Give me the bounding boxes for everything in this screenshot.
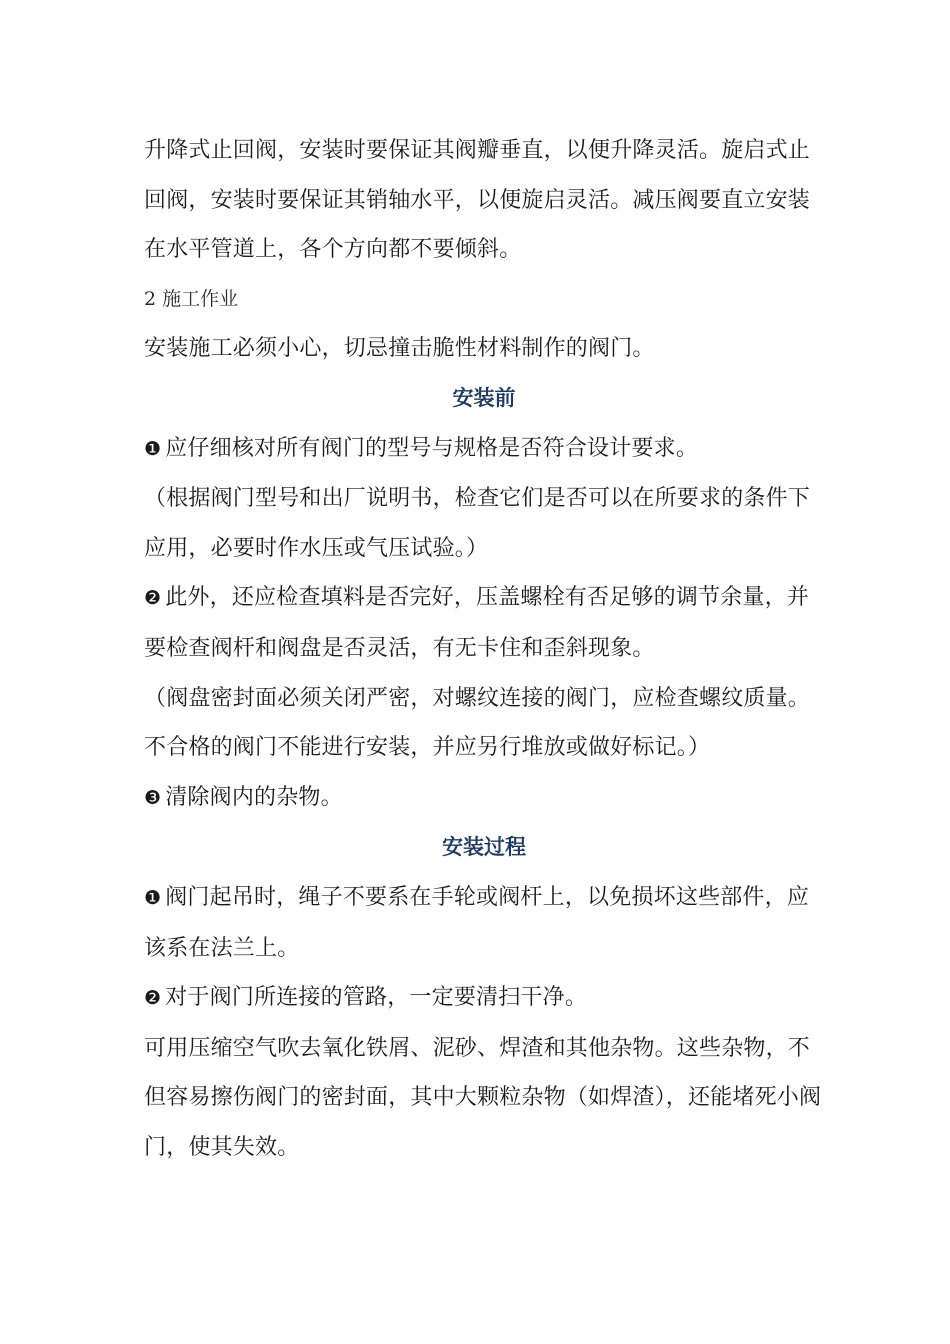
before-item-2-note: （阀盘密封面必须关闭严密，对螺纹连接的阀门，应检查螺纹质量。不合格的阀门不能进行安装，并应另行堆放或做好标记。）: [144, 685, 811, 761]
caution-paragraph: 安装施工必须小心，切忌撞击脆性材料制作的阀门。: [144, 336, 655, 362]
heading-during-install: 安装过程: [442, 835, 526, 860]
before-item-1-note: （根据阀门型号和出厂说明书，检查它们是否可以在所要求的条件下应用，必要时作水压或气压试验。）: [144, 486, 811, 561]
during-item-2-note: 可用压缩空气吹去氧化铁屑、泥砂、焊渣和其他杂物。这些杂物，不但容易擦伤阀门的密封面，其中大颗粒杂物（如焊渣），还能堵死小阀门，使其失效。: [144, 1035, 822, 1160]
bullet-3-icon: ❸: [144, 786, 162, 809]
bullet-1-icon: ❶: [144, 437, 162, 460]
before-item-2: [144, 573, 824, 673]
document-body: [144, 126, 824, 1172]
before-item-3: [144, 773, 824, 824]
during-item-1: [144, 873, 824, 973]
intro-paragraph: 升降式止回阀，安装时要保证其阀瓣垂直，以便升降灵活。旋启式止回阀，安装时要保证其销轴水平，以便旋启灵活。减压阀要直立安装在水平管道上，各个方向都不要倾斜。: [144, 138, 811, 263]
section-title: 2 施工作业: [144, 287, 239, 310]
before-item-1-text: 应仔细核对所有阀门的型号与规格是否符合设计要求。: [165, 435, 699, 461]
during-item-2: [144, 973, 824, 1024]
before-item-2-text: 此外，还应检查填料是否完好，压盖螺栓有否足够的调节余量，并要检查阀杆和阀盘是否灵活，有无卡住和歪斜现象。: [144, 585, 810, 661]
bullet-1-icon: ❶: [144, 886, 162, 909]
heading-before-install: 安装前: [452, 385, 516, 410]
bullet-2-icon: ❷: [144, 587, 162, 610]
during-item-2-text: 对于阀门所连接的管路，一定要清扫干净。: [165, 985, 588, 1011]
before-item-1: [144, 424, 824, 475]
bullet-2-icon: ❷: [144, 987, 162, 1010]
during-item-1-text: 阀门起吊时，绳子不要系在手轮或阀杆上，以免损坏这些部件，应该系在法兰上。: [144, 884, 810, 961]
before-item-3-text: 清除阀内的杂物。: [165, 784, 343, 810]
